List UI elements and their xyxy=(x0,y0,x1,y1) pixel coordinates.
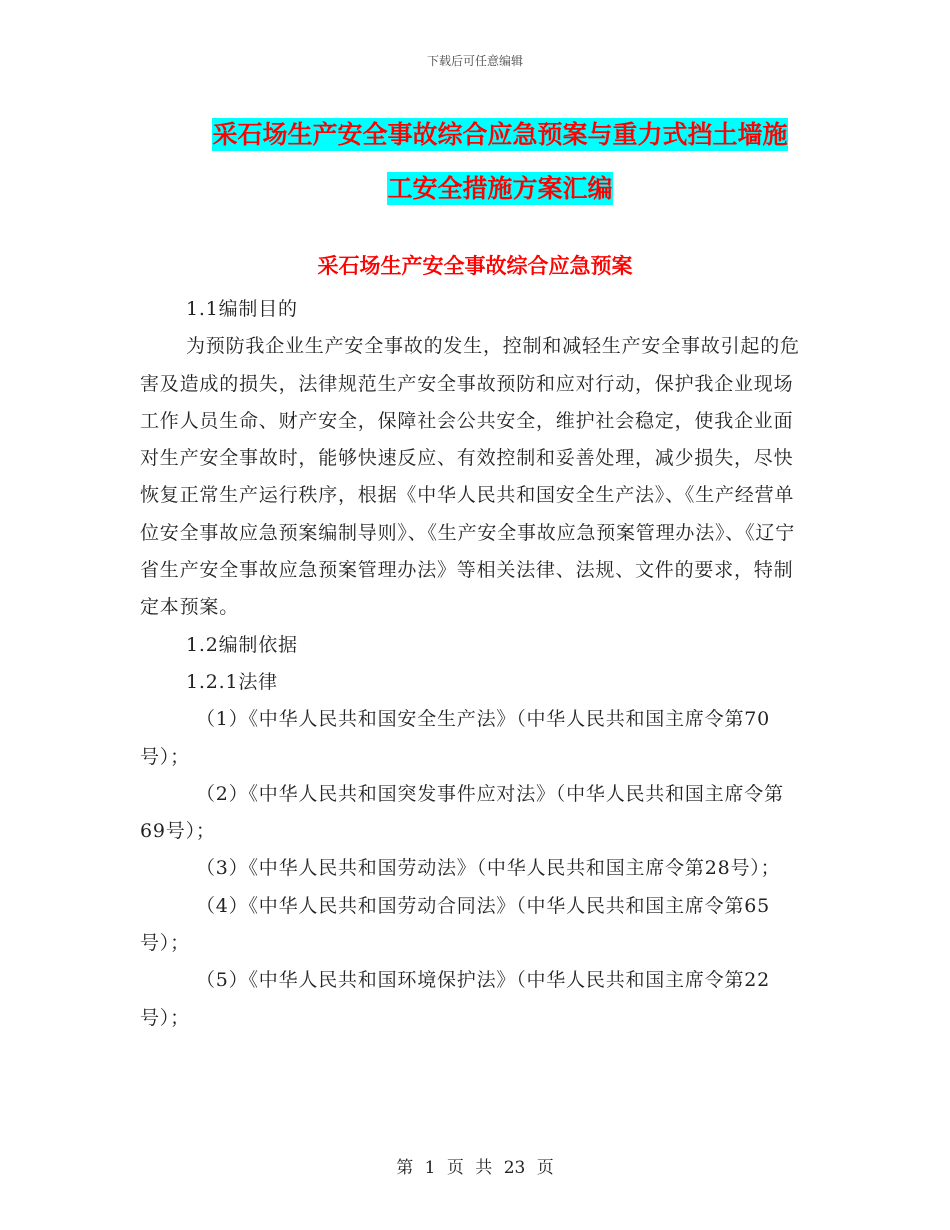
document-title-line-1: 采石场生产安全事故综合应急预案与重力式挡土墙施 xyxy=(212,120,788,149)
header-note: 下载后可任意编辑 xyxy=(426,54,523,68)
document-title-line-2: 工安全措施方案汇编 xyxy=(387,174,613,203)
heading-1-2: 1.2编制依据 xyxy=(186,633,298,656)
purpose-paragraph: 为预防我企业生产安全事故的发生，控制和减轻生产安全事故引起的危害及造成的损失，法律规范生产安全事故预防和应对行动，保护我企业现场工作人员生命、财产安全，保障社会公共安全，维护社会稳定，使我企业面对生产安全事故时，能够快速反应、有效控制和妥善处理，减少损失，尽快恢复正常生产运行秩序，根据《中华人民共和国安全生产法》、《生产经营单位安全事故应急预案编制导则》、《生产安全事故应急预案管理办法》、《辽宁省生产安全事故应急预案管理办法》等相关法律、法规、文件的要求，特制定本预案。 xyxy=(140,335,800,619)
document-title xyxy=(140,108,860,216)
page-footer: 第 1 页 共 23 页 xyxy=(396,1158,554,1178)
law-item: （5）《中华人民共和国环境保护法》（中华人民共和国主席令第22号）； xyxy=(140,969,771,1029)
heading-1-2-1: 1.2.1法律 xyxy=(186,670,278,693)
law-item: （1）《中华人民共和国安全生产法》（中华人民共和国主席令第70号）； xyxy=(140,708,771,768)
heading-1-1: 1.1编制目的 xyxy=(186,298,298,320)
section-title: 采石场生产安全事故综合应急预案 xyxy=(317,254,633,278)
document-body xyxy=(140,291,808,1037)
law-item: （2）《中华人民共和国突发事件应对法》（中华人民共和国主席令第69号）； xyxy=(140,782,784,843)
law-item: （3）《中华人民共和国劳动法》（中华人民共和国主席令第28号）； xyxy=(196,857,781,880)
law-item: （4）《中华人民共和国劳动合同法》（中华人民共和国主席令第65号）； xyxy=(140,894,771,955)
